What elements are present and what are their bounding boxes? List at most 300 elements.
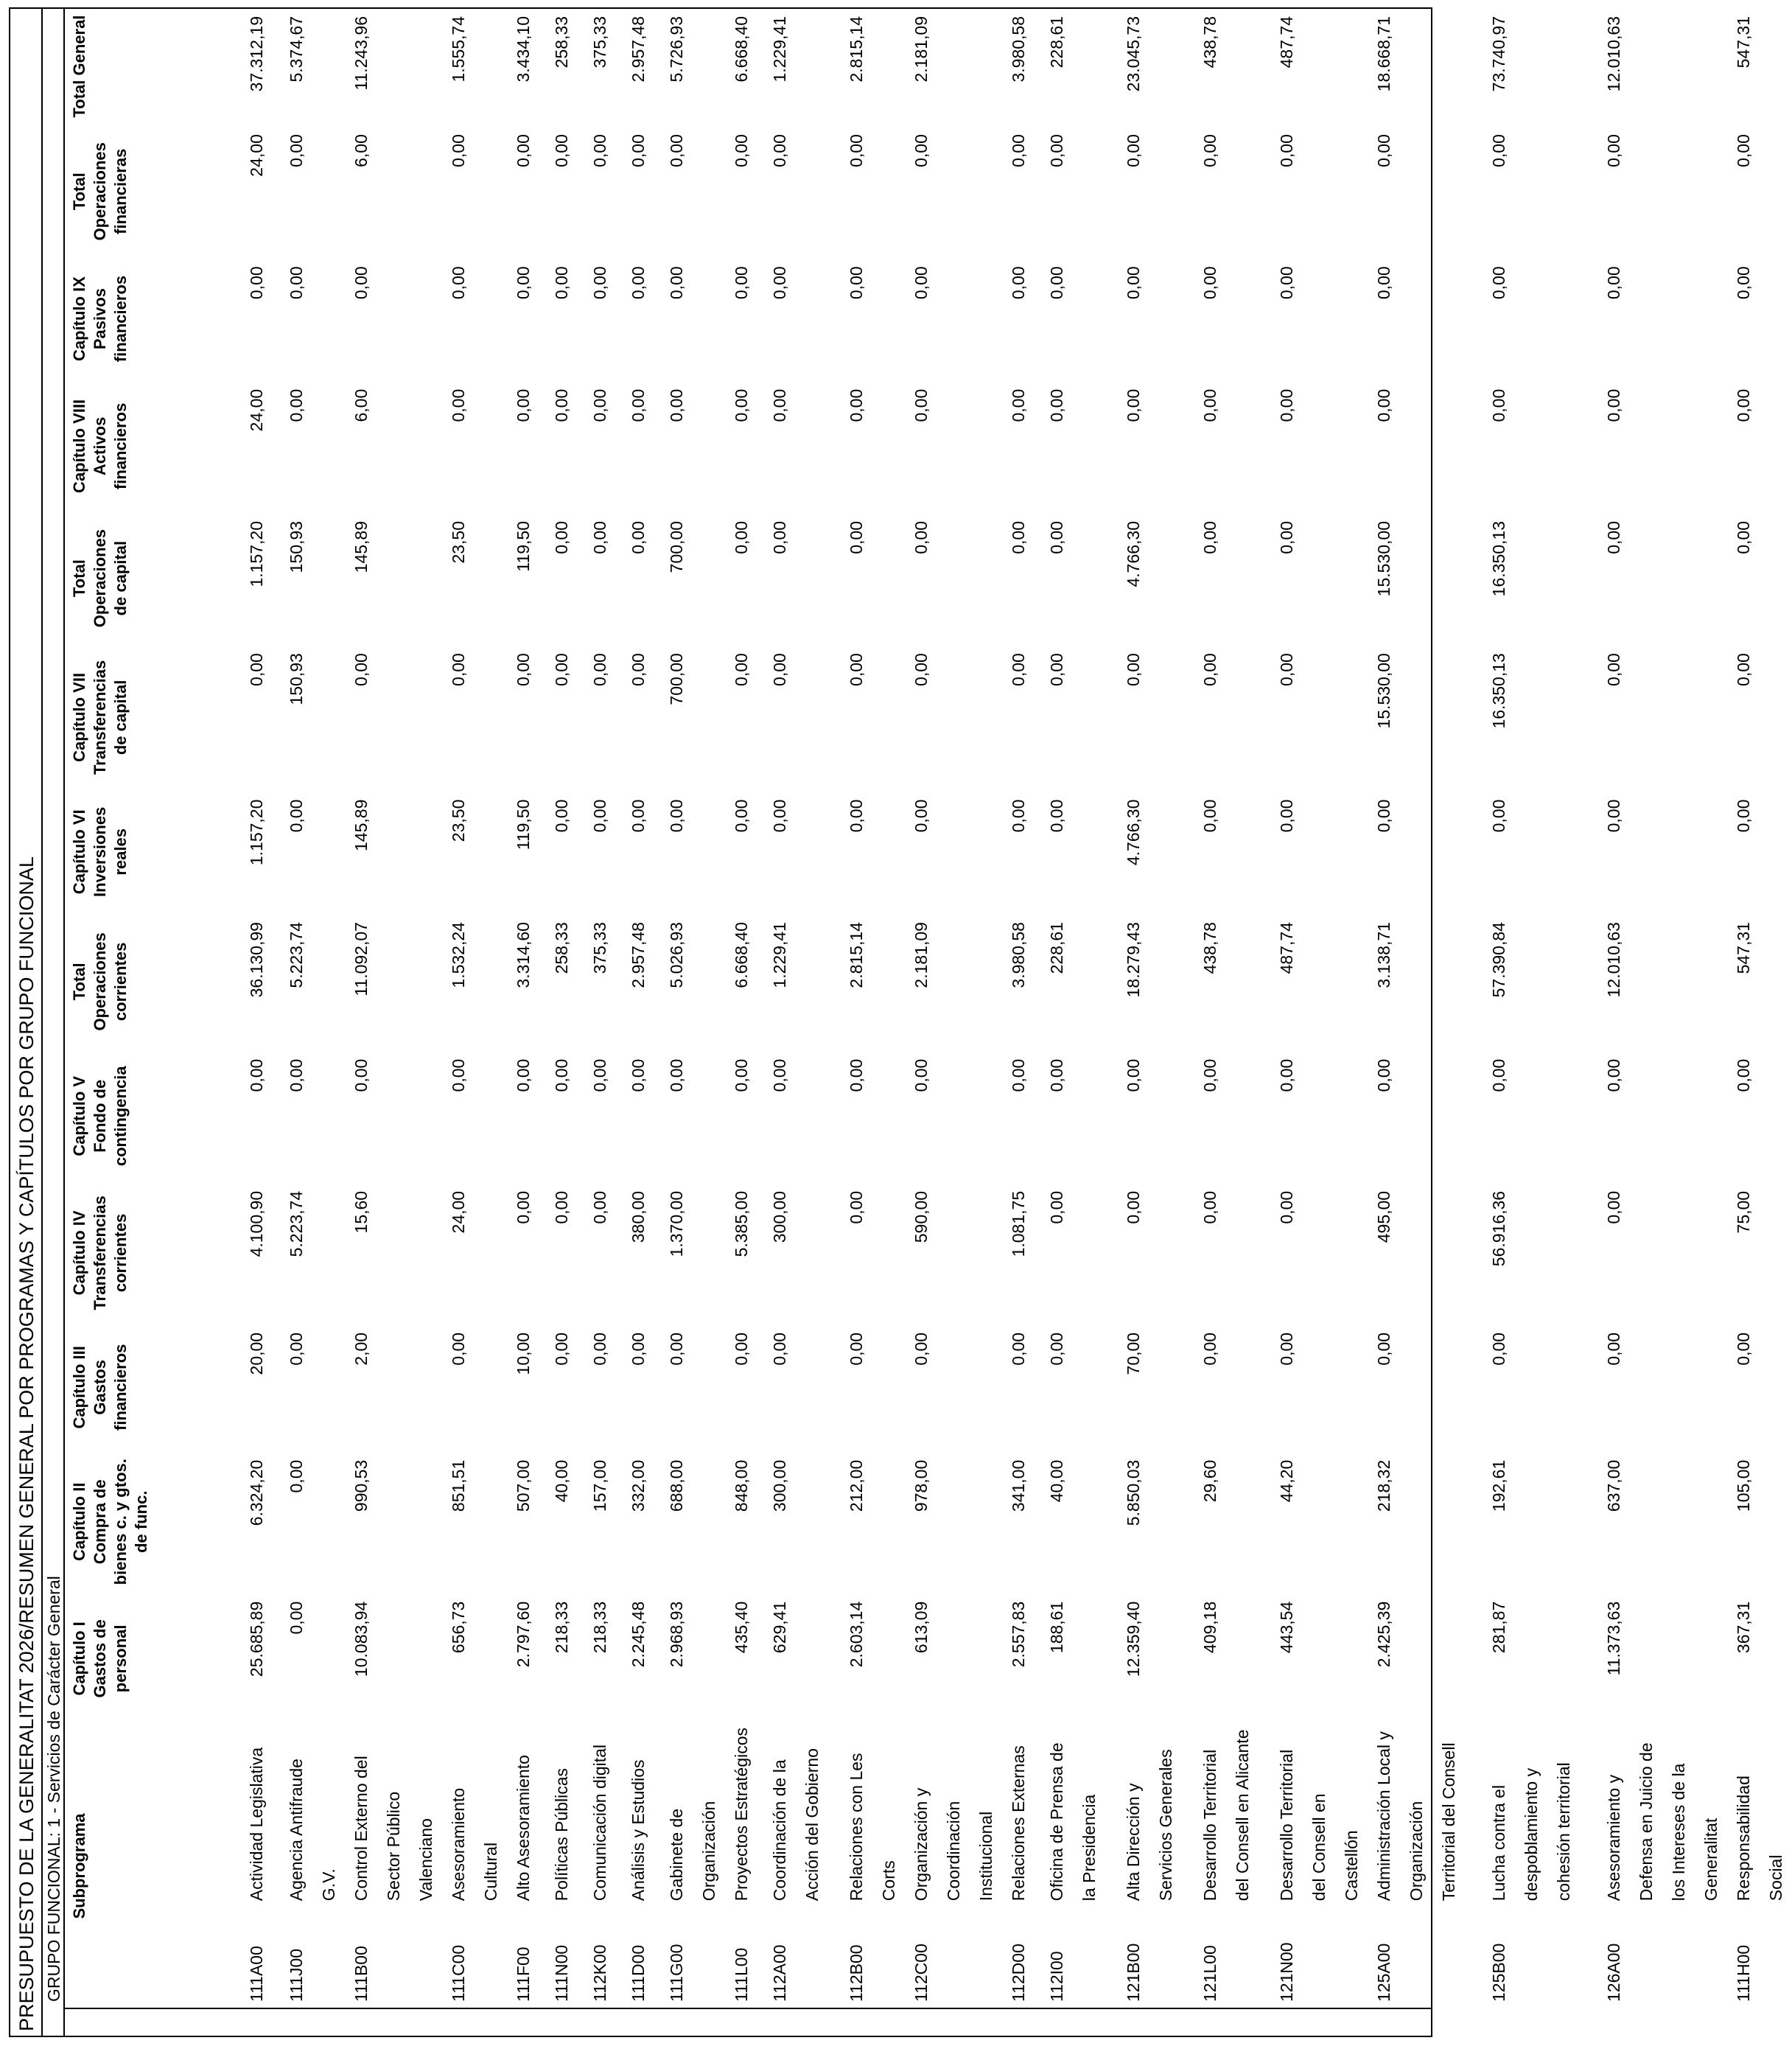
amount-cell: 0,00 bbox=[770, 520, 789, 554]
subprogram-code: 125A00 bbox=[1374, 1943, 1393, 2002]
amount-cell: 0,00 bbox=[590, 799, 609, 833]
amount-cell: 0,00 bbox=[1374, 266, 1393, 300]
table-row bbox=[1597, 7, 1727, 2008]
amount-cell: 0,00 bbox=[1277, 520, 1296, 554]
amount-cell: 18.279,43 bbox=[1124, 922, 1143, 998]
amount-cell: 3.980,58 bbox=[1009, 922, 1028, 988]
amount-cell: 0,00 bbox=[1277, 1190, 1296, 1224]
amount-cell: 0,00 bbox=[847, 520, 866, 554]
header-cap8 bbox=[65, 380, 240, 512]
subprogram-code: 111C00 bbox=[449, 1944, 468, 2002]
header-line: Capítulo II bbox=[70, 1482, 88, 1561]
subprogram-code: 125B00 bbox=[1489, 1943, 1508, 2002]
amount-cell: 0,00 bbox=[911, 1332, 931, 1366]
amount-cell: 15.530,00 bbox=[1374, 520, 1393, 597]
table-row bbox=[280, 7, 345, 2008]
header-line: Transferencias bbox=[91, 660, 109, 775]
amount-cell: 0,00 bbox=[1489, 266, 1508, 300]
subprogram-code: 112K00 bbox=[590, 1944, 609, 2002]
amount-cell: 0,00 bbox=[552, 388, 571, 422]
amount-cell: 119,50 bbox=[514, 799, 533, 851]
amount-cell: 0,00 bbox=[1200, 653, 1219, 686]
amount-cell: 192,61 bbox=[1489, 1459, 1508, 1512]
amount-cell: 2.557,83 bbox=[1009, 1601, 1028, 1668]
subprogram-name: Alto Asesoramiento bbox=[514, 1755, 533, 1902]
amount-cell: 0,00 bbox=[1047, 266, 1066, 300]
subprogram-name: Actividad Legislativa bbox=[247, 1747, 266, 1902]
amount-cell: 0,00 bbox=[1604, 1332, 1623, 1366]
amount-cell: 12.010,63 bbox=[1604, 16, 1623, 92]
amount-cell: 0,00 bbox=[351, 653, 371, 686]
amount-cell: 0,00 bbox=[590, 653, 609, 686]
header-line: Capítulo VI bbox=[70, 809, 88, 895]
table-row bbox=[545, 7, 584, 2008]
amount-cell: 0,00 bbox=[1489, 134, 1508, 167]
amount-cell: 5.026,93 bbox=[667, 922, 686, 988]
amount-cell: 380,00 bbox=[629, 1190, 648, 1243]
header-line: Capítulo VIII bbox=[70, 399, 88, 493]
amount-cell: 0,00 bbox=[629, 1332, 648, 1366]
amount-cell: 40,00 bbox=[552, 1459, 571, 1503]
subprogram-name: Control Externo del Sector Público Valenciano bbox=[351, 1756, 435, 1902]
amount-cell: 2.181,09 bbox=[911, 922, 931, 988]
amount-cell: 0,00 bbox=[287, 1058, 306, 1092]
amount-cell: 0,00 bbox=[847, 388, 866, 422]
amount-cell: 0,00 bbox=[1200, 134, 1219, 167]
header-cap7 bbox=[65, 644, 240, 790]
amount-cell: 228,61 bbox=[1047, 16, 1066, 69]
amount-cell: 0,00 bbox=[1200, 520, 1219, 554]
amount-cell: 70,00 bbox=[1124, 1332, 1143, 1375]
subprogram-name: Desarrollo Territorial del Consell en Castellón bbox=[1277, 1749, 1361, 1902]
amount-cell: 375,33 bbox=[590, 922, 609, 974]
amount-cell: 5.223,74 bbox=[287, 922, 306, 988]
header-line: personal bbox=[111, 1624, 130, 1693]
header-cap3 bbox=[65, 1324, 240, 1451]
subprogram-code: 111H00 bbox=[1734, 1944, 1753, 2002]
amount-cell: 0,00 bbox=[1009, 1332, 1028, 1366]
header-line: Total bbox=[70, 963, 88, 1001]
header-line: Fondo de bbox=[91, 1079, 109, 1153]
table-row bbox=[725, 7, 763, 2008]
amount-cell: 487,74 bbox=[1277, 16, 1296, 69]
subprogram-code: 112D00 bbox=[1009, 1944, 1028, 2002]
table-row bbox=[1483, 7, 1597, 2008]
amount-cell: 11.243,96 bbox=[351, 16, 371, 91]
amount-cell: 145,89 bbox=[351, 799, 371, 851]
amount-cell: 0,00 bbox=[1374, 799, 1393, 833]
amount-cell: 157,00 bbox=[590, 1459, 609, 1512]
amount-cell: 25.685,89 bbox=[247, 1601, 266, 1677]
amount-cell: 0,00 bbox=[847, 1332, 866, 1366]
amount-cell: 0,00 bbox=[1277, 266, 1296, 300]
amount-cell: 0,00 bbox=[770, 1332, 789, 1366]
amount-cell: 0,00 bbox=[1047, 520, 1066, 554]
amount-cell: 119,50 bbox=[514, 520, 533, 572]
amount-cell: 0,00 bbox=[847, 653, 866, 686]
subprogram-name: Lucha contra el despoblamiento y cohesión territorial bbox=[1489, 1762, 1573, 1902]
header-line: Operaciones bbox=[91, 528, 109, 628]
amount-cell: 0,00 bbox=[590, 266, 609, 300]
amount-cell: 5.374,67 bbox=[287, 16, 306, 83]
header-line: Compra de bbox=[91, 1479, 109, 1565]
amount-cell: 0,00 bbox=[1489, 799, 1508, 833]
header-line: Operaciones bbox=[91, 932, 109, 1031]
amount-cell: 0,00 bbox=[1604, 1058, 1623, 1092]
amount-cell: 1.555,74 bbox=[449, 16, 468, 83]
amount-cell: 0,00 bbox=[1277, 799, 1296, 833]
amount-cell: 258,33 bbox=[552, 922, 571, 974]
amount-cell: 0,00 bbox=[1047, 1058, 1066, 1092]
amount-cell: 23,50 bbox=[449, 520, 468, 564]
amount-cell: 0,00 bbox=[629, 134, 648, 167]
table-row bbox=[1368, 7, 1483, 2008]
amount-cell: 0,00 bbox=[351, 266, 371, 300]
table-row bbox=[1117, 7, 1194, 2008]
amount-cell: 0,00 bbox=[732, 520, 751, 554]
amount-cell: 3.314,60 bbox=[514, 922, 533, 988]
amount-cell: 0,00 bbox=[911, 799, 931, 833]
header-total-general bbox=[65, 7, 240, 125]
subprogram-name: Coordinación de la Acción del Gobierno bbox=[770, 1748, 822, 1902]
amount-cell: 6.668,40 bbox=[732, 16, 751, 83]
subprogram-name: Análisis y Estudios bbox=[629, 1759, 648, 1902]
amount-cell: 0,00 bbox=[552, 520, 571, 554]
amount-cell: 0,00 bbox=[1124, 266, 1143, 300]
amount-cell: 0,00 bbox=[552, 1058, 571, 1092]
subprogram-code: 112C00 bbox=[911, 1944, 931, 2002]
header-line: Inversiones bbox=[91, 806, 109, 897]
subprogram-name: Administración Local y Organización Territorial del Consell bbox=[1374, 1731, 1458, 1902]
amount-cell: 40,00 bbox=[1047, 1459, 1066, 1503]
amount-cell: 1.370,00 bbox=[667, 1190, 686, 1257]
amount-cell: 0,00 bbox=[552, 1332, 571, 1366]
amount-cell: 0,00 bbox=[287, 1459, 306, 1493]
header-line: Activos bbox=[91, 416, 109, 476]
amount-cell: 0,00 bbox=[1604, 520, 1623, 554]
header-line: Operaciones bbox=[91, 142, 109, 241]
amount-cell: 24,00 bbox=[247, 134, 266, 177]
amount-cell: 6.668,40 bbox=[732, 922, 751, 988]
amount-cell: 0,00 bbox=[1489, 1332, 1508, 1366]
amount-cell: 0,00 bbox=[629, 266, 648, 300]
subprogram-code: 121N00 bbox=[1277, 1942, 1296, 2002]
header-line: de capital bbox=[111, 540, 130, 616]
amount-cell: 24,00 bbox=[449, 1190, 468, 1234]
amount-cell: 0,00 bbox=[1009, 266, 1028, 300]
amount-cell: 0,00 bbox=[514, 1058, 533, 1092]
amount-cell: 0,00 bbox=[1009, 653, 1028, 686]
amount-cell: 0,00 bbox=[1277, 134, 1296, 167]
header-line: financieras bbox=[111, 148, 130, 234]
header-cap2 bbox=[65, 1451, 240, 1593]
amount-cell: 0,00 bbox=[1124, 653, 1143, 686]
table-row bbox=[345, 7, 442, 2008]
amount-cell: 0,00 bbox=[449, 134, 468, 167]
amount-cell: 0,00 bbox=[1200, 266, 1219, 300]
amount-cell: 0,00 bbox=[590, 1332, 609, 1366]
subprogram-name: Asesoramiento Cultural bbox=[449, 1787, 500, 1902]
subprogram-name: Políticas Públicas bbox=[552, 1767, 571, 1902]
amount-cell: 0,00 bbox=[1009, 388, 1028, 422]
subprogram-code: 112I00 bbox=[1047, 1951, 1066, 2002]
amount-cell: 0,00 bbox=[1734, 520, 1753, 554]
amount-cell: 0,00 bbox=[847, 1190, 866, 1224]
amount-cell: 0,00 bbox=[667, 1058, 686, 1092]
amount-cell: 0,00 bbox=[629, 388, 648, 422]
amount-cell: 300,00 bbox=[770, 1459, 789, 1512]
amount-cell: 978,00 bbox=[911, 1459, 931, 1512]
amount-cell: 3.138,71 bbox=[1374, 922, 1393, 988]
page-title: PRESUPUESTO DE LA GENERALITAT 2026/RESUMEN GENERAL POR PROGRAMAS Y CAPÍTULOS POR GRUPO FUNCIONAL bbox=[10, 9, 43, 2036]
amount-cell: 0,00 bbox=[1604, 266, 1623, 300]
amount-cell: 990,53 bbox=[351, 1459, 371, 1512]
amount-cell: 0,00 bbox=[247, 1058, 266, 1092]
subprogram-name: Proyectos Estratégicos bbox=[732, 1727, 751, 1902]
header-total-financieras bbox=[65, 125, 240, 257]
amount-cell: 0,00 bbox=[287, 1332, 306, 1366]
amount-cell: 145,89 bbox=[351, 520, 371, 573]
amount-cell: 0,00 bbox=[287, 1601, 306, 1635]
amount-cell: 367,31 bbox=[1734, 1601, 1753, 1654]
table-row bbox=[660, 7, 725, 2008]
amount-cell: 495,00 bbox=[1374, 1190, 1393, 1243]
subprogram-name: Alta Dirección y Servicios Generales bbox=[1124, 1749, 1175, 1902]
subprogram-code: 111D00 bbox=[629, 1944, 648, 2002]
amount-cell: 2.603,14 bbox=[847, 1601, 866, 1668]
amount-cell: 0,00 bbox=[1604, 1190, 1623, 1224]
amount-cell: 0,00 bbox=[847, 134, 866, 167]
left-divider bbox=[65, 2008, 1432, 2009]
amount-cell: 11.092,07 bbox=[351, 922, 371, 996]
amount-cell: 0,00 bbox=[629, 653, 648, 686]
header-line: financieros bbox=[111, 1344, 130, 1431]
amount-cell: 2.425,39 bbox=[1374, 1601, 1393, 1668]
amount-cell: 150,93 bbox=[287, 520, 306, 573]
amount-cell: 36.130,99 bbox=[247, 922, 266, 998]
subprogram-code: 111J00 bbox=[287, 1948, 306, 2002]
budget-table bbox=[65, 7, 1792, 2008]
amount-cell: 0,00 bbox=[911, 1058, 931, 1092]
header-line: Gastos de bbox=[91, 1619, 109, 1698]
table-row bbox=[1002, 7, 1040, 2008]
amount-cell: 228,61 bbox=[1047, 922, 1066, 974]
amount-cell: 0,00 bbox=[1124, 1190, 1143, 1224]
amount-cell: 0,00 bbox=[847, 1058, 866, 1092]
amount-cell: 0,00 bbox=[1734, 799, 1753, 833]
header-line: corrientes bbox=[111, 942, 130, 1022]
amount-cell: 443,54 bbox=[1277, 1601, 1296, 1654]
header-cap4 bbox=[65, 1182, 240, 1324]
amount-cell: 0,00 bbox=[770, 134, 789, 167]
table-row bbox=[840, 7, 905, 2008]
amount-cell: 0,00 bbox=[1374, 134, 1393, 167]
amount-cell: 2.957,48 bbox=[629, 16, 648, 83]
amount-cell: 218,33 bbox=[552, 1601, 571, 1654]
subprogram-name: Desarrollo Territorial del Consell en Alicante bbox=[1200, 1729, 1252, 1902]
amount-cell: 0,00 bbox=[629, 799, 648, 833]
amount-cell: 547,31 bbox=[1734, 16, 1753, 69]
amount-cell: 0,00 bbox=[732, 653, 751, 686]
amount-cell: 0,00 bbox=[1047, 653, 1066, 686]
amount-cell: 0,00 bbox=[1200, 1332, 1219, 1366]
amount-cell: 851,51 bbox=[449, 1459, 468, 1512]
header-total-corrientes bbox=[65, 913, 240, 1050]
amount-cell: 0,00 bbox=[449, 266, 468, 300]
amount-cell: 0,00 bbox=[1200, 799, 1219, 833]
amount-cell: 0,00 bbox=[1734, 266, 1753, 300]
header-line: Gastos bbox=[91, 1360, 109, 1415]
amount-cell: 16.350,13 bbox=[1489, 520, 1508, 597]
amount-cell: 0,00 bbox=[287, 134, 306, 167]
header-line: Capítulo III bbox=[70, 1346, 88, 1429]
amount-cell: 0,00 bbox=[287, 266, 306, 300]
amount-cell: 0,00 bbox=[1277, 1058, 1296, 1092]
header-row bbox=[65, 7, 240, 2008]
amount-cell: 15.530,00 bbox=[1374, 653, 1393, 729]
subprogram-code: 111N00 bbox=[552, 1944, 571, 2002]
subprogram-code: 112B00 bbox=[847, 1944, 866, 2002]
amount-cell: 218,32 bbox=[1374, 1459, 1393, 1512]
amount-cell: 0,00 bbox=[1277, 653, 1296, 686]
subprogram-name: Relaciones Externas bbox=[1009, 1745, 1028, 1902]
amount-cell: 0,00 bbox=[247, 266, 266, 300]
subprogram-name: Agencia Antifraude G.V. bbox=[287, 1759, 338, 1902]
subprogram-code: 111A00 bbox=[247, 1946, 266, 2002]
amount-cell: 16.350,13 bbox=[1489, 653, 1508, 729]
amount-cell: 150,93 bbox=[287, 653, 306, 705]
header-line: financieros bbox=[111, 402, 130, 490]
amount-cell: 23,50 bbox=[449, 799, 468, 842]
amount-cell: 2.797,60 bbox=[514, 1601, 533, 1668]
functional-group-label: GRUPO FUNCIONAL: 1 - Servicios de Carácter General bbox=[43, 9, 65, 2036]
amount-cell: 0,00 bbox=[552, 1190, 571, 1224]
header-line: Capítulo IV bbox=[70, 1210, 88, 1296]
amount-cell: 11.373,63 bbox=[1604, 1601, 1623, 1676]
amount-cell: 0,00 bbox=[1047, 1190, 1066, 1224]
amount-cell: 0,00 bbox=[911, 266, 931, 300]
amount-cell: 0,00 bbox=[590, 1058, 609, 1092]
table-row bbox=[1270, 7, 1368, 2008]
amount-cell: 1.081,75 bbox=[1009, 1190, 1028, 1257]
amount-cell: 0,00 bbox=[1604, 388, 1623, 422]
amount-cell: 0,00 bbox=[287, 388, 306, 422]
amount-cell: 0,00 bbox=[552, 653, 571, 686]
amount-cell: 6,00 bbox=[351, 388, 371, 422]
amount-cell: 0,00 bbox=[911, 388, 931, 422]
amount-cell: 0,00 bbox=[552, 266, 571, 300]
subprogram-name: Oficina de Prensa de la Presidencia bbox=[1047, 1742, 1099, 1902]
amount-cell: 3.980,58 bbox=[1009, 16, 1028, 83]
header-line: financieros bbox=[111, 275, 130, 363]
amount-cell: 4.100,90 bbox=[247, 1190, 266, 1257]
amount-cell: 0,00 bbox=[732, 134, 751, 167]
amount-cell: 700,00 bbox=[667, 520, 686, 573]
amount-cell: 0,00 bbox=[449, 653, 468, 686]
header-line: de func. bbox=[132, 1490, 150, 1553]
subprogram-name: Responsabilidad Social bbox=[1734, 1776, 1785, 1902]
amount-cell: 5.726,93 bbox=[667, 16, 686, 83]
table-frame bbox=[9, 7, 1785, 2037]
amount-cell: 5.223,74 bbox=[287, 1190, 306, 1257]
table-row bbox=[1040, 7, 1117, 2008]
amount-cell: 2,00 bbox=[351, 1332, 371, 1366]
amount-cell: 0,00 bbox=[770, 1058, 789, 1092]
amount-cell: 656,73 bbox=[449, 1601, 468, 1654]
amount-cell: 281,87 bbox=[1489, 1601, 1508, 1654]
amount-cell: 341,00 bbox=[1009, 1459, 1028, 1512]
amount-cell: 188,61 bbox=[1047, 1601, 1066, 1654]
amount-cell: 0,00 bbox=[770, 388, 789, 422]
amount-cell: 487,74 bbox=[1277, 922, 1296, 974]
table-body bbox=[240, 7, 1792, 2008]
amount-cell: 57.390,84 bbox=[1489, 922, 1508, 998]
amount-cell: 0,00 bbox=[449, 1058, 468, 1092]
amount-cell: 29,60 bbox=[1200, 1459, 1219, 1503]
amount-cell: 10.083,94 bbox=[351, 1601, 371, 1677]
amount-cell: 73.740,97 bbox=[1489, 16, 1508, 92]
table-row bbox=[622, 7, 660, 2008]
amount-cell: 0,00 bbox=[449, 1332, 468, 1366]
amount-cell: 0,00 bbox=[1009, 799, 1028, 833]
subprogram-code: 112A00 bbox=[770, 1944, 789, 2002]
amount-cell: 0,00 bbox=[514, 134, 533, 167]
header-cap9 bbox=[65, 257, 240, 380]
amount-cell: 332,00 bbox=[629, 1459, 648, 1512]
amount-cell: 212,00 bbox=[847, 1459, 866, 1512]
header-line: Capítulo I bbox=[70, 1621, 88, 1696]
amount-cell: 0,00 bbox=[1200, 1190, 1219, 1224]
amount-cell: 0,00 bbox=[1200, 388, 1219, 422]
table-row bbox=[507, 7, 545, 2008]
amount-cell: 0,00 bbox=[351, 1058, 371, 1092]
amount-cell: 0,00 bbox=[732, 388, 751, 422]
amount-cell: 0,00 bbox=[667, 266, 686, 300]
amount-cell: 0,00 bbox=[1374, 1332, 1393, 1366]
amount-cell: 1.229,41 bbox=[770, 16, 789, 83]
amount-cell: 0,00 bbox=[590, 134, 609, 167]
amount-cell: 0,00 bbox=[1009, 1058, 1028, 1092]
amount-cell: 12.359,40 bbox=[1124, 1601, 1143, 1677]
amount-cell: 0,00 bbox=[1604, 653, 1623, 686]
amount-cell: 15,60 bbox=[351, 1190, 371, 1234]
amount-cell: 0,00 bbox=[247, 653, 266, 686]
header-line: reales bbox=[111, 828, 130, 876]
header-line: Pasivos bbox=[91, 287, 109, 350]
amount-cell: 6,00 bbox=[351, 134, 371, 167]
amount-cell: 0,00 bbox=[1009, 134, 1028, 167]
table-row bbox=[442, 7, 507, 2008]
amount-cell: 0,00 bbox=[287, 799, 306, 833]
table-row bbox=[763, 7, 840, 2008]
subprogram-code: 111G00 bbox=[667, 1944, 686, 2002]
header-line: Total bbox=[70, 559, 88, 598]
amount-cell: 0,00 bbox=[1604, 799, 1623, 833]
header-line: bienes c. y gtos. bbox=[111, 1459, 130, 1585]
subprogram-code: 121B00 bbox=[1124, 1943, 1143, 2002]
amount-cell: 20,00 bbox=[247, 1332, 266, 1375]
amount-cell: 0,00 bbox=[590, 388, 609, 422]
amount-cell: 0,00 bbox=[1604, 134, 1623, 167]
amount-cell: 0,00 bbox=[667, 388, 686, 422]
subprogram-code: 111F00 bbox=[514, 1947, 533, 2002]
amount-cell: 590,00 bbox=[911, 1190, 931, 1243]
amount-cell: 0,00 bbox=[911, 520, 931, 554]
amount-cell: 0,00 bbox=[770, 799, 789, 833]
amount-cell: 0,00 bbox=[847, 799, 866, 833]
amount-cell: 0,00 bbox=[732, 1332, 751, 1366]
amount-cell: 5.385,00 bbox=[732, 1190, 751, 1257]
